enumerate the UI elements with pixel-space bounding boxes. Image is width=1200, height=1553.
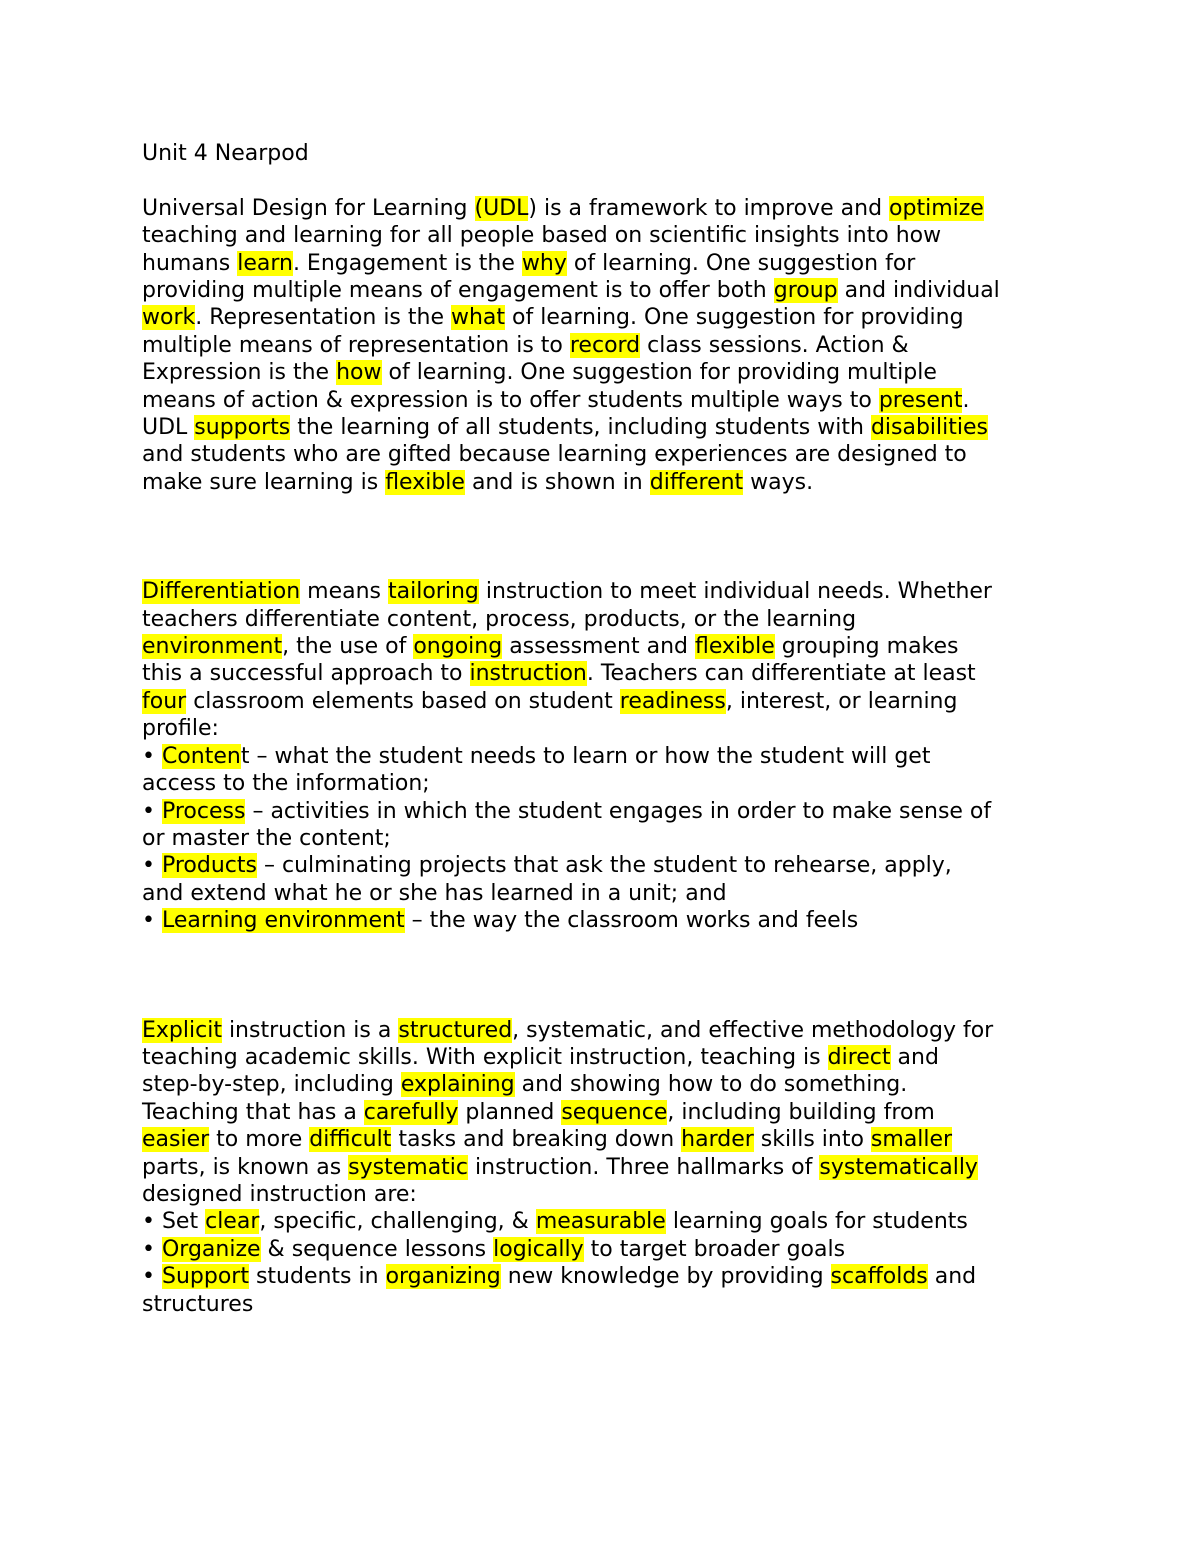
text-run: grouping makes [774,634,959,660]
text-line [142,852,1062,879]
highlighted-text: Differentiation [142,579,301,605]
text-line [142,880,1062,907]
text-run: means of action & expression is to offer students multiple ways to [142,387,879,413]
highlighted-text: direct [827,1044,891,1070]
text-line [142,1263,1062,1290]
text-run: parts, is known as [142,1154,349,1180]
text-line [142,277,1062,304]
text-run: t – what the student needs to learn or how the student will get [240,743,931,769]
text-line [142,1071,1062,1098]
text-run: the learning of all students, including students with [290,415,871,441]
text-run: Expression is the [142,360,337,386]
text-run: providing multiple means of engagement is to offer both [142,278,774,304]
text-line [142,1099,1062,1126]
highlighted-text: learn [237,250,293,276]
text-line [142,387,1062,414]
text-line [142,1126,1062,1153]
text-run: this a successful approach to [142,661,470,687]
text-line [142,825,1062,852]
text-run: and [927,1264,977,1290]
highlighted-text: Conten [161,743,241,769]
text-line [142,606,1062,633]
highlighted-text: tailoring [388,579,479,605]
highlighted-text: systematically [819,1154,978,1180]
text-run: , the use of [282,634,414,660]
text-line [142,660,1062,687]
highlighted-text: instruction [469,661,587,687]
highlighted-text: Process [161,798,246,824]
text-line [142,195,1062,222]
highlighted-text: why [521,250,567,276]
text-run: students in [248,1264,386,1290]
highlighted-text: four [142,688,187,714]
text-line [142,441,1062,468]
text-run: teaching and learning for all people based on scientific insights into how [142,223,942,249]
text-line [142,414,1062,441]
text-run: , specific, challenging, & [259,1209,536,1235]
text-line [142,715,1062,742]
highlighted-text: readiness [619,688,726,714]
text-run: means [300,579,388,605]
text-run: multiple means of representation is to [142,332,570,358]
text-run: designed instruction are: [142,1181,417,1207]
text-run: • [142,1236,162,1262]
text-line [142,304,1062,331]
text-line [142,1181,1062,1208]
highlighted-text: (UDL [474,195,529,221]
highlighted-text: logically [493,1236,584,1262]
text-line [142,907,1062,934]
text-run: Universal Design for Learning [142,195,475,221]
text-run: to target broader goals [583,1236,846,1262]
text-run: . [962,387,970,413]
text-run: . Representation is the [195,305,451,331]
text-line [142,633,1062,660]
text-line [142,222,1062,249]
highlighted-text: scaffolds [830,1264,928,1290]
highlighted-text: present [878,387,963,413]
highlighted-text: organizing [385,1264,501,1290]
text-run: tasks and breaking down [391,1127,682,1153]
paragraph-1 [142,195,1062,496]
text-run: , interest, or learning [725,688,958,714]
text-run: access to the information; [142,771,430,797]
text-run: UDL [142,415,195,441]
highlighted-text: smaller [870,1127,953,1153]
paragraph-2 [142,578,1062,934]
text-run: teachers differentiate content, process, products, or the learning [142,606,857,632]
highlighted-text: sequence [561,1099,668,1125]
text-run: – activities in which the student engages in order to make sense of [245,798,992,824]
paragraph-spacer [142,496,1062,578]
highlighted-text: different [649,469,744,495]
highlighted-text: ongoing [413,634,503,660]
text-run: • [142,1264,162,1290]
text-run: instruction is a [221,1017,399,1043]
text-run: and [890,1044,939,1070]
highlighted-text: structured [398,1017,513,1043]
highlighted-text: environment [142,634,283,660]
paragraph-3 [142,1017,1062,1318]
text-line [142,578,1062,605]
highlighted-text: group [773,278,838,304]
text-run: structures [142,1291,254,1317]
text-line [142,798,1062,825]
text-line [142,688,1062,715]
text-run: new knowledge by providing [500,1264,831,1290]
highlighted-text: Organize [161,1236,261,1262]
text-run: and showing how to do something. [514,1072,908,1098]
text-run: teaching academic skills. With explicit instruction, teaching is [142,1044,828,1070]
text-run: and is shown in [464,469,650,495]
text-run: instruction. Three hallmarks of [468,1154,820,1180]
highlighted-text: what [450,305,506,331]
highlighted-text: flexible [385,469,465,495]
text-run: and individual [837,278,1000,304]
text-run: • [142,908,162,934]
text-line [142,469,1062,496]
highlighted-text: difficult [309,1127,392,1153]
highlighted-text: Explicit [142,1017,222,1043]
text-run: assessment and [502,634,695,660]
text-run: profile: [142,716,219,742]
text-run: and extend what he or she has learned in a unit; and [142,880,727,906]
text-line [142,1017,1062,1044]
text-line [142,359,1062,386]
highlighted-text: explaining [400,1072,515,1098]
text-run: and students who are gifted because learning experiences are designed to [142,442,967,468]
text-line [142,332,1062,359]
text-run: humans [142,250,238,276]
text-run: step-by-step, including [142,1072,401,1098]
text-run: . Engagement is the [292,250,522,276]
text-run: to more [209,1127,310,1153]
text-run: Teaching that has a [142,1099,364,1125]
text-run: • Set [142,1209,206,1235]
highlighted-text: Products [161,853,257,879]
document-title: Unit 4 Nearpod [142,141,309,166]
text-line [142,1236,1062,1263]
highlighted-text: measurable [535,1209,666,1235]
highlighted-text: clear [205,1209,260,1235]
document-body [142,140,1062,1318]
highlighted-text: record [569,332,641,358]
text-run: or master the content; [142,825,391,851]
text-line [142,1208,1062,1235]
text-run: • [142,743,162,769]
text-run: of learning. One suggestion for [566,250,916,276]
text-run: & sequence lessons [260,1236,494,1262]
highlighted-text: optimize [889,195,984,221]
text-run: of learning. One suggestion for providing [505,305,964,331]
highlighted-text: supports [194,415,291,441]
text-run: make sure learning is [142,469,386,495]
text-line [142,1291,1062,1318]
text-line [142,743,1062,770]
text-run: – culminating projects that ask the student to rehearse, apply, [256,853,952,879]
text-run: • [142,853,162,879]
text-run: – the way the classroom works and feels [404,908,859,934]
text-run: instruction to meet individual needs. Whether [478,579,992,605]
highlighted-text: harder [681,1127,754,1153]
highlighted-text: flexible [694,634,775,660]
text-run: , systematic, and effective methodology for [512,1017,994,1043]
text-run: , including building from [667,1099,935,1125]
highlighted-text: carefully [363,1099,459,1125]
highlighted-text: disabilities [870,415,988,441]
text-run: skills into [753,1127,871,1153]
text-run: classroom elements based on student [186,688,620,714]
text-run: ) is a framework to improve and [528,195,890,221]
text-run: planned [458,1099,562,1125]
text-run: • [142,798,162,824]
highlighted-text: easier [142,1127,210,1153]
text-line [142,1154,1062,1181]
text-run: learning goals for students [665,1209,968,1235]
highlighted-text: how [336,360,382,386]
highlighted-text: Support [161,1264,249,1290]
text-line [142,1044,1062,1071]
paragraph-spacer [142,935,1062,1017]
text-line [142,250,1062,277]
highlighted-text: work [142,305,196,331]
text-run: class sessions. Action & [640,332,909,358]
text-line [142,770,1062,797]
text-run: . Teachers can differentiate at least [586,661,976,687]
paragraph-container [142,195,1062,1318]
text-run: of learning. One suggestion for providing multiple [381,360,937,386]
highlighted-text: Learning environment [161,908,405,934]
highlighted-text: systematic [348,1154,469,1180]
text-run: ways. [743,469,814,495]
